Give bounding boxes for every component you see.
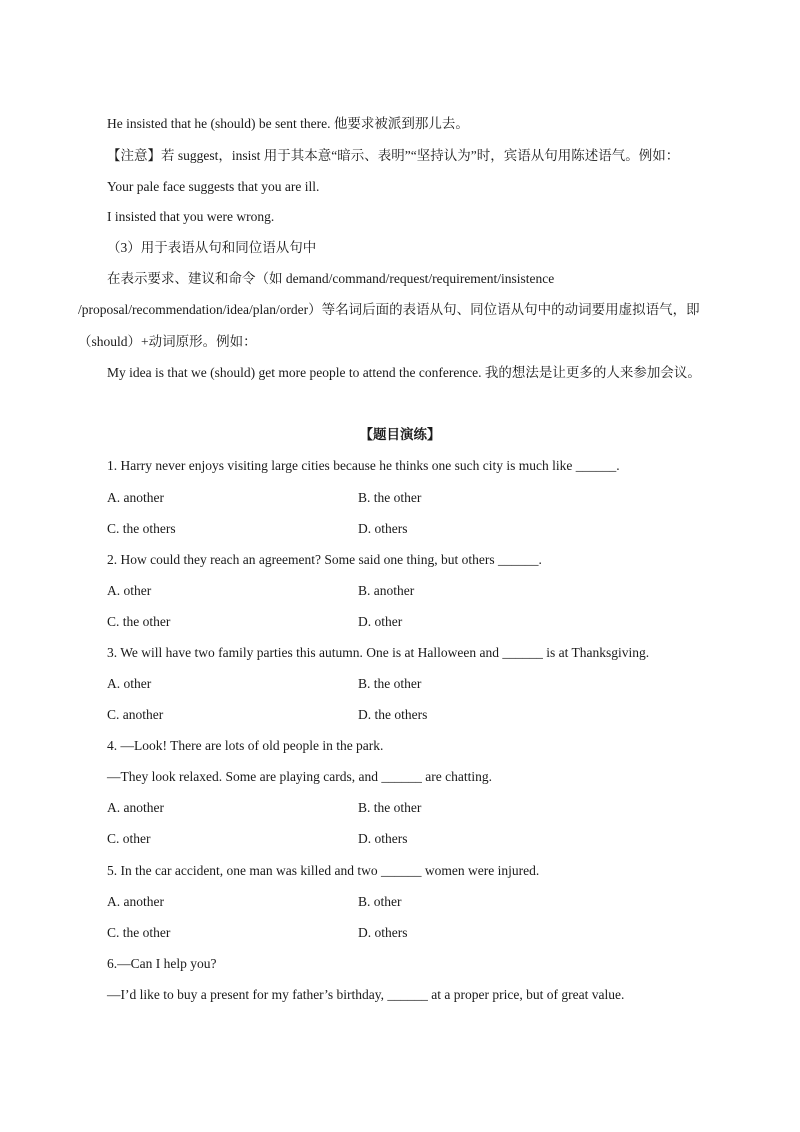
- question-2: 2. How could they reach an agreement? Some said one thing, but others ______.: [107, 552, 542, 567]
- note-text: 【注意】若 suggest，insist 用于其本意“暗示、表明”“坚持认为”时，宾语从句用陈述语气。例如：: [107, 148, 680, 163]
- example-idea: My idea is that we (should) get more people to attend the conference. 我的想法是让更多的人来参加会议。: [107, 365, 701, 380]
- question-3: 3. We will have two family parties this autumn. One is at Halloween and ______ is at Thanksgiving.: [107, 645, 650, 660]
- q4-option-b: B. the other: [358, 800, 422, 815]
- example-insisted: He insisted that he (should) be sent there. 他要求被派到那儿去。: [107, 116, 469, 131]
- q1-option-d: D. others: [358, 521, 408, 536]
- question-6: 6.—Can I help you?: [107, 956, 217, 971]
- q5-option-c: C. the other: [107, 925, 171, 940]
- section-3-line-3: （should）+动词原形。例如：: [78, 334, 257, 349]
- question-6-reply: —I’d like to buy a present for my father’s birthday, ______ at a proper price, but of great value.: [107, 987, 625, 1002]
- section-3-line-1: 在表示要求、建议和命令（如 demand/command/request/requirement/insistence: [107, 271, 555, 286]
- q3-option-d: D. the others: [358, 707, 428, 722]
- example-pale-face: Your pale face suggests that you are ill.: [107, 179, 320, 194]
- q5-option-a: A. another: [107, 894, 164, 909]
- question-5: 5. In the car accident, one man was killed and two ______ women were injured.: [107, 863, 540, 878]
- q5-option-d: D. others: [358, 925, 408, 940]
- q2-option-b: B. another: [358, 583, 415, 598]
- question-1: 1. Harry never enjoys visiting large cities because he thinks one such city is much like ______.: [107, 458, 620, 473]
- q5-option-b: B. other: [358, 894, 402, 909]
- section-3-title: （3）用于表语从句和同位语从句中: [107, 240, 317, 255]
- question-4-reply: —They look relaxed. Some are playing cards, and ______ are chatting.: [107, 769, 493, 784]
- q3-option-c: C. another: [107, 707, 164, 722]
- exercise-heading: 【题目演练】: [359, 427, 441, 442]
- q1-option-b: B. the other: [358, 490, 422, 505]
- q3-option-b: B. the other: [358, 676, 422, 691]
- q2-option-d: D. other: [358, 614, 403, 629]
- example-wrong: I insisted that you were wrong.: [107, 209, 275, 224]
- section-3-line-2: /proposal/recommendation/idea/plan/order）等名词后面的表语从句、同位语从句中的动词要用虚拟语气，即: [78, 302, 700, 317]
- q4-option-c: C. other: [107, 831, 151, 846]
- q1-option-a: A. another: [107, 490, 164, 505]
- q4-option-d: D. others: [358, 831, 408, 846]
- q2-option-c: C. the other: [107, 614, 171, 629]
- question-4: 4. —Look! There are lots of old people in the park.: [107, 738, 384, 753]
- q2-option-a: A. other: [107, 583, 152, 598]
- q3-option-a: A. other: [107, 676, 152, 691]
- q4-option-a: A. another: [107, 800, 164, 815]
- q1-option-c: C. the others: [107, 521, 176, 536]
